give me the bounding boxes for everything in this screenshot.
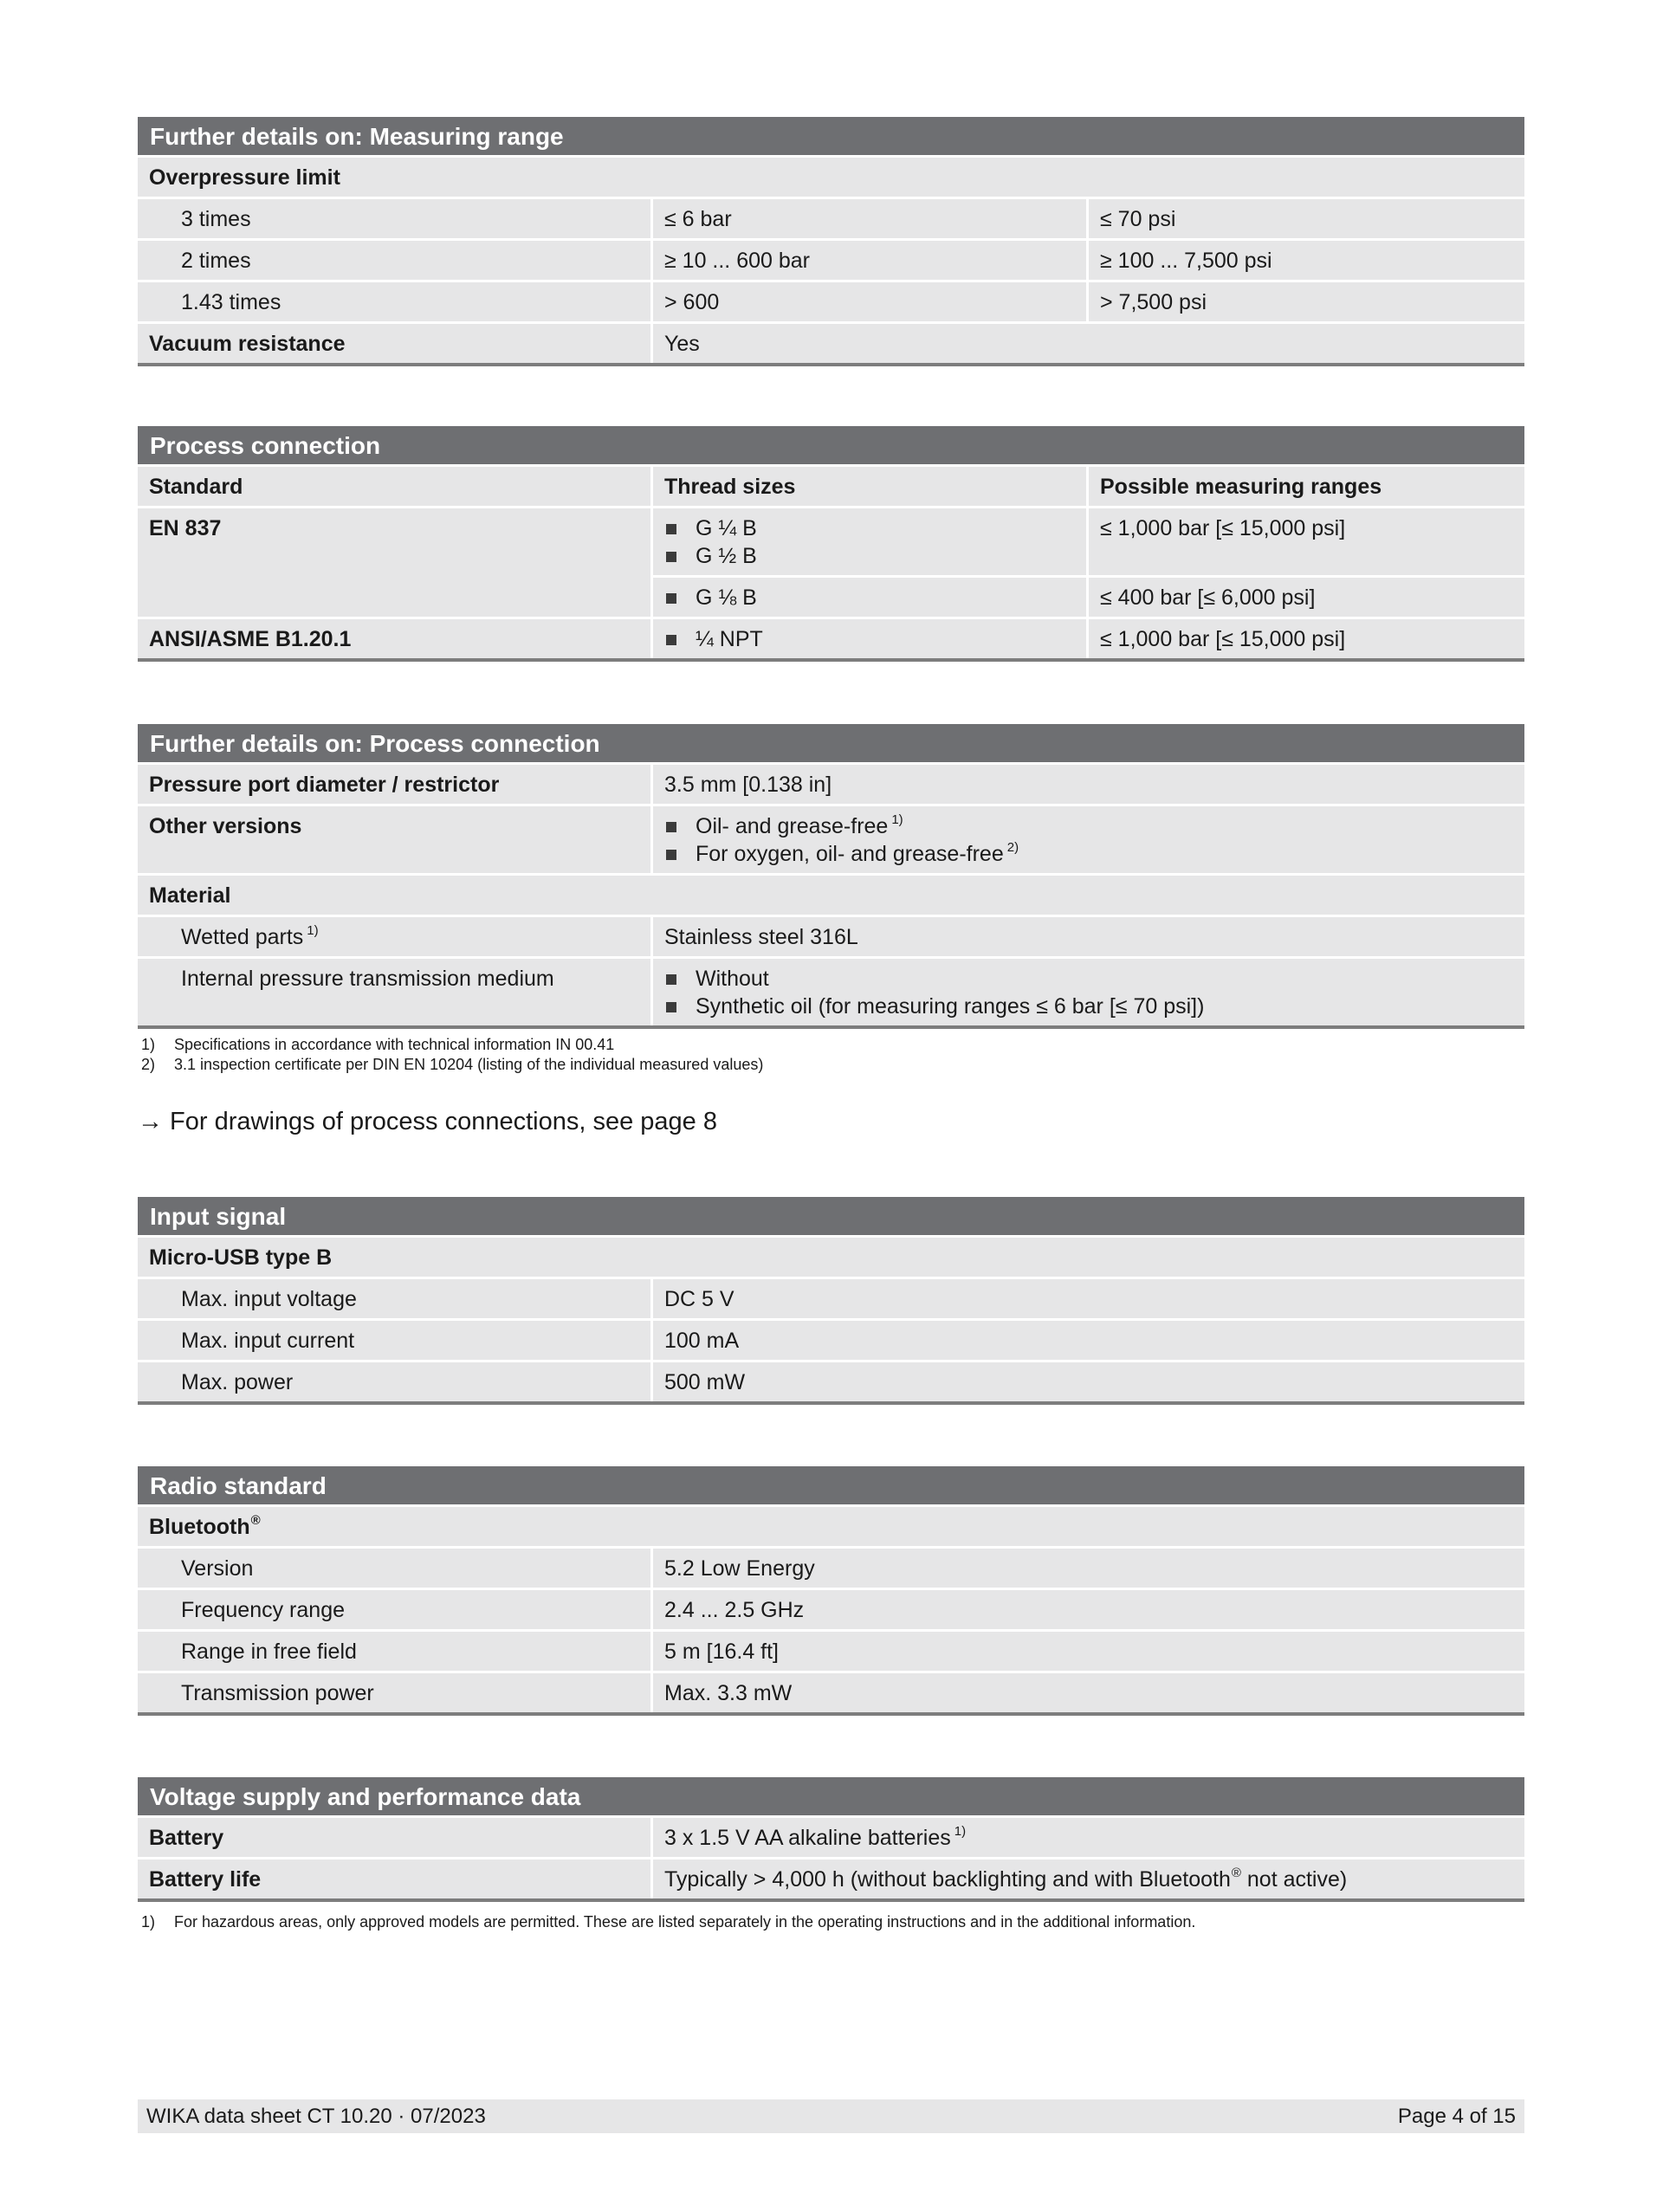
row-value: 500 mW xyxy=(653,1362,1524,1401)
footnote-number: 2) xyxy=(141,1056,156,1073)
table-row xyxy=(138,1279,1524,1318)
psi-cell: > 7,500 psi xyxy=(1089,282,1524,321)
battery-life-text: Typically > 4,000 h (without backlighting and with Bluetooth xyxy=(664,1867,1231,1892)
row-label: Version xyxy=(138,1549,650,1588)
wetted-value: Stainless steel 316L xyxy=(653,917,1524,956)
table-row xyxy=(138,959,1524,1025)
row-label: Frequency range xyxy=(138,1590,650,1629)
battery-life-label: Battery life xyxy=(138,1860,650,1898)
table-row xyxy=(138,1818,1524,1857)
bluetooth-label-text: Bluetooth xyxy=(149,1515,250,1539)
row-value: 2.4 ... 2.5 GHz xyxy=(653,1590,1524,1629)
measuring-range-table xyxy=(138,117,1524,366)
overpressure-label: Overpressure limit xyxy=(138,158,1524,197)
footnote-ref: 1) xyxy=(891,812,903,827)
table-row xyxy=(138,619,1524,658)
thread-cell xyxy=(653,508,1086,575)
footnote xyxy=(141,1912,1195,1932)
table-row xyxy=(138,1362,1524,1401)
footer-page-number: Page 4 of 15 xyxy=(1397,2105,1516,2128)
table-row xyxy=(138,1673,1524,1712)
table-row xyxy=(138,876,1524,915)
footnote-number: 1) xyxy=(141,1913,156,1931)
input-signal-table xyxy=(138,1197,1524,1405)
other-versions-list xyxy=(653,806,1524,873)
table-row xyxy=(138,282,1524,321)
material-label: Material xyxy=(138,876,1524,915)
table-row xyxy=(138,1632,1524,1671)
thread-cell xyxy=(653,578,1086,617)
row-value: DC 5 V xyxy=(653,1279,1524,1318)
table-header: Further details on: Process connection xyxy=(138,724,1524,762)
table-row xyxy=(138,1590,1524,1629)
usb-group-label: Micro-USB type B xyxy=(138,1238,1524,1277)
drawings-note: → For drawings of process connections, see page 8 xyxy=(138,1108,717,1135)
footnote xyxy=(141,1055,763,1075)
other-versions-label: Other versions xyxy=(138,806,650,873)
table-row xyxy=(138,1507,1524,1546)
footnote-ref: 2) xyxy=(1006,839,1019,855)
column-header-range: Possible measuring ranges xyxy=(1089,467,1524,506)
battery-life-text-end: not active) xyxy=(1240,1867,1348,1892)
footnote-number: 1) xyxy=(141,1036,156,1053)
process-details-table xyxy=(138,724,1524,1029)
range-cell: ≤ 1,000 bar [≤ 15,000 psi] xyxy=(1089,508,1524,575)
row-value: 5 m [16.4 ft] xyxy=(653,1632,1524,1671)
table-row xyxy=(138,806,1524,873)
row-label: Transmission power xyxy=(138,1673,650,1712)
table-header: Input signal xyxy=(138,1197,1524,1235)
psi-cell: ≤ 70 psi xyxy=(1089,199,1524,238)
row-label: Max. input voltage xyxy=(138,1279,650,1318)
table-header: Process connection xyxy=(138,426,1524,464)
radio-standard-table xyxy=(138,1466,1524,1716)
row-label: Max. power xyxy=(138,1362,650,1401)
footnote-text: For hazardous areas, only approved models are permitted. These are listed separately in the operating instructions and in the additional information. xyxy=(174,1913,1196,1931)
battery-value-text: 3 x 1.5 V AA alkaline batteries xyxy=(664,1826,951,1850)
table-row xyxy=(138,241,1524,280)
registered-mark: ® xyxy=(1231,1865,1241,1880)
battery-life-value xyxy=(653,1860,1524,1898)
range-cell: ≤ 400 bar [≤ 6,000 psi] xyxy=(1089,578,1524,617)
table-row xyxy=(138,1321,1524,1360)
footer-document-id: WIKA data sheet CT 10.20 · 07/2023 xyxy=(146,2105,486,2128)
footnote-text: 3.1 inspection certificate per DIN EN 10204 (listing of the individual measured values) xyxy=(174,1056,764,1073)
list-item: Without xyxy=(664,965,1513,993)
column-header-standard: Standard xyxy=(138,467,650,506)
row-label: Range in free field xyxy=(138,1632,650,1671)
footnote-ref: 1) xyxy=(954,1823,967,1839)
table-row xyxy=(138,1860,1524,1898)
process-connection-table xyxy=(138,426,1524,662)
page-footer xyxy=(138,2099,1524,2133)
list-item: G ¼ B xyxy=(664,514,1075,542)
list-item xyxy=(664,812,1513,840)
standard-ansi: ANSI/ASME B1.20.1 xyxy=(138,619,650,658)
table-header-row xyxy=(138,467,1524,506)
vacuum-value: Yes xyxy=(653,324,1524,363)
table-header: Further details on: Measuring range xyxy=(138,117,1524,155)
row-value: 100 mA xyxy=(653,1321,1524,1360)
psi-cell: ≥ 100 ... 7,500 psi xyxy=(1089,241,1524,280)
list-item: G ½ B xyxy=(664,542,1075,570)
row-value: Max. 3.3 mW xyxy=(653,1673,1524,1712)
battery-label: Battery xyxy=(138,1818,650,1857)
footnote-text: Specifications in accordance with technical information IN 00.41 xyxy=(174,1036,615,1053)
factor-cell: 1.43 times xyxy=(138,282,650,321)
port-label: Pressure port diameter / restrictor xyxy=(138,765,650,804)
vacuum-label: Vacuum resistance xyxy=(138,324,650,363)
thread-cell xyxy=(653,619,1086,658)
bar-cell: ≤ 6 bar xyxy=(653,199,1086,238)
bar-cell: ≥ 10 ... 600 bar xyxy=(653,241,1086,280)
wetted-label xyxy=(138,917,650,956)
standard-en837: EN 837 xyxy=(138,508,650,615)
column-header-thread: Thread sizes xyxy=(653,467,1086,506)
row-label: Max. input current xyxy=(138,1321,650,1360)
wetted-label-text: Wetted parts xyxy=(181,925,304,949)
bar-cell: > 600 xyxy=(653,282,1086,321)
table-row xyxy=(138,324,1524,363)
factor-cell: 2 times xyxy=(138,241,650,280)
list-item: ¼ NPT xyxy=(664,625,1075,653)
range-cell: ≤ 1,000 bar [≤ 15,000 psi] xyxy=(1089,619,1524,658)
table-row xyxy=(138,1238,1524,1277)
list-item: G ⅛ B xyxy=(664,584,1075,611)
table-row xyxy=(138,199,1524,238)
footnote-ref: 1) xyxy=(307,922,319,938)
table-row xyxy=(138,508,1524,575)
table-row xyxy=(138,765,1524,804)
row-value: 5.2 Low Energy xyxy=(653,1549,1524,1588)
voltage-supply-table xyxy=(138,1777,1524,1902)
battery-value xyxy=(653,1818,1524,1857)
table-row xyxy=(138,158,1524,197)
table-row xyxy=(138,1549,1524,1588)
port-value: 3.5 mm [0.138 in] xyxy=(653,765,1524,804)
medium-list xyxy=(653,959,1524,1025)
factor-cell: 3 times xyxy=(138,199,650,238)
registered-mark: ® xyxy=(250,1512,261,1528)
bluetooth-group-label xyxy=(138,1507,1524,1546)
list-item: Synthetic oil (for measuring ranges ≤ 6 bar [≤ 70 psi]) xyxy=(664,993,1513,1020)
table-row xyxy=(138,917,1524,956)
table-header: Radio standard xyxy=(138,1466,1524,1504)
table-header: Voltage supply and performance data xyxy=(138,1777,1524,1815)
list-item xyxy=(664,840,1513,868)
footnote xyxy=(141,1035,614,1055)
list-item-text: Oil- and grease-free xyxy=(696,814,889,838)
medium-label: Internal pressure transmission medium xyxy=(138,959,650,1025)
list-item-text: For oxygen, oil- and grease-free xyxy=(696,842,1004,866)
